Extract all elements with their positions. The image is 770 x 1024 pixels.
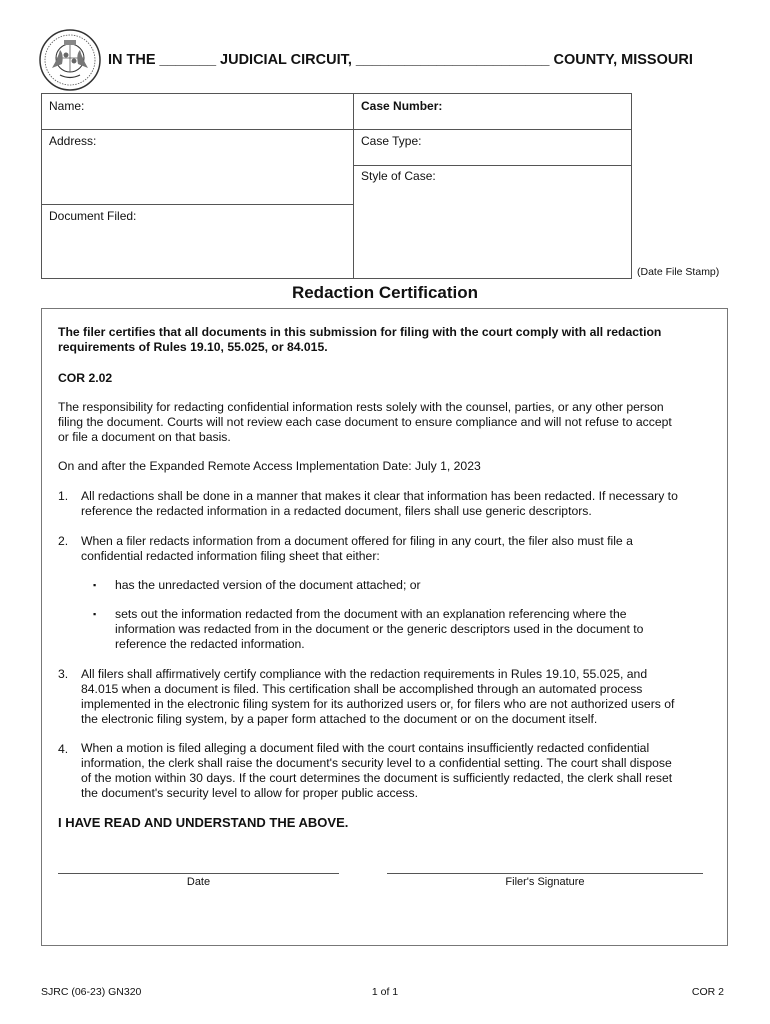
signature-input-line[interactable] bbox=[387, 873, 703, 874]
court-heading: IN THE _______ JUDICIAL CIRCUIT, ________________________ COUNTY, MISSOURI bbox=[108, 52, 693, 68]
case-number-field[interactable]: Case Number: bbox=[361, 99, 443, 113]
list-item-number: 2. bbox=[58, 534, 69, 548]
acknowledgement-statement: I HAVE READ AND UNDERSTAND THE ABOVE. bbox=[58, 815, 349, 830]
list-item-number: 4. bbox=[58, 742, 69, 756]
list-item-number: 1. bbox=[58, 489, 69, 503]
rule-reference: COR 2.02 bbox=[58, 371, 113, 385]
list-item-line: When a motion is filed alleging a document filed with the court contains insufficiently redacted confidential bbox=[81, 741, 650, 755]
case-info-box bbox=[41, 93, 632, 279]
list-item-line: of the motion within 30 days. If the court determines the document is sufficiently redacted, the clerk shall reset bbox=[81, 771, 673, 785]
list-item-line: implemented in the electronic filing system for its authorized users or, for filers who are not authorized users of bbox=[81, 697, 675, 711]
bullet-line: information was redacted from in the document or the generic descriptors used in the document to bbox=[115, 622, 644, 636]
certification-statement-line: The filer certifies that all documents in this submission for filing with the court comply with all redaction bbox=[58, 325, 662, 339]
form-id: SJRC (06-23) GN320 bbox=[41, 986, 142, 998]
case-type-field[interactable]: Case Type: bbox=[361, 134, 422, 148]
list-item-line: information, the clerk shall raise the document's security level to a confidential setting. The court shall dispose bbox=[81, 756, 672, 770]
list-item-line: When a filer redacts information from a document offered for filing in any court, the filer also must file a bbox=[81, 534, 633, 548]
page-number: 1 of 1 bbox=[371, 986, 399, 998]
responsibility-paragraph-line: or file a document on that basis. bbox=[58, 430, 231, 444]
date-input-line[interactable] bbox=[58, 873, 339, 874]
date-label: Date bbox=[186, 876, 211, 888]
list-item-line: confidential redacted information filing sheet that either: bbox=[81, 549, 380, 563]
responsibility-paragraph-line: filing the document. Courts will not review each case document to ensure compliance and will not refuse to accept bbox=[58, 415, 672, 429]
list-item-number: 3. bbox=[58, 667, 69, 681]
missouri-state-seal-icon bbox=[38, 28, 102, 92]
responsibility-paragraph-line: The responsibility for redacting confidential information rests solely with the counsel, parties, or any other person bbox=[58, 400, 664, 414]
form-title: Redaction Certification bbox=[291, 283, 479, 302]
list-item-line: 84.015 when a document is filed. This certification shall be accomplished through an automated process bbox=[81, 682, 643, 696]
bullet-line: has the unredacted version of the document attached; or bbox=[115, 578, 421, 592]
list-item-line: the document's security level to allow for proper public access. bbox=[81, 786, 418, 800]
document-filed-field[interactable]: Document Filed: bbox=[49, 209, 137, 223]
divider bbox=[353, 165, 631, 166]
list-item-line: the electronic filing system, by a paper form attached to the document or on the document itself. bbox=[81, 712, 598, 726]
divider bbox=[42, 129, 631, 130]
bullet-icon: ▪ bbox=[93, 580, 97, 590]
form-code: COR 2 bbox=[691, 986, 724, 998]
list-item-line: reference the redacted information in a redacted document, filers shall use generic descriptors. bbox=[81, 504, 592, 518]
list-item-line: All redactions shall be done in a manner that makes it clear that information has been redacted. If necessary to bbox=[81, 489, 678, 503]
column-divider bbox=[353, 94, 354, 278]
address-field[interactable]: Address: bbox=[49, 134, 97, 148]
date-file-stamp-label: (Date File Stamp) bbox=[637, 266, 720, 278]
divider bbox=[42, 204, 354, 205]
style-of-case-field[interactable]: Style of Case: bbox=[361, 169, 436, 183]
implementation-date-text: On and after the Expanded Remote Access Implementation Date: July 1, 2023 bbox=[58, 459, 481, 473]
bullet-icon: ▪ bbox=[93, 609, 97, 619]
bullet-line: reference the redacted information. bbox=[115, 637, 305, 651]
list-item-line: All filers shall affirmatively certify compliance with the redaction requirements in Rules 19.10, 55.025, and bbox=[81, 667, 648, 681]
certification-statement-line: requirements of Rules 19.10, 55.025, or 84.015. bbox=[58, 340, 328, 354]
bullet-line: sets out the information redacted from the document with an explanation referencing where the bbox=[115, 607, 627, 621]
name-field[interactable]: Name: bbox=[49, 99, 85, 113]
signature-label: Filer's Signature bbox=[505, 876, 585, 888]
